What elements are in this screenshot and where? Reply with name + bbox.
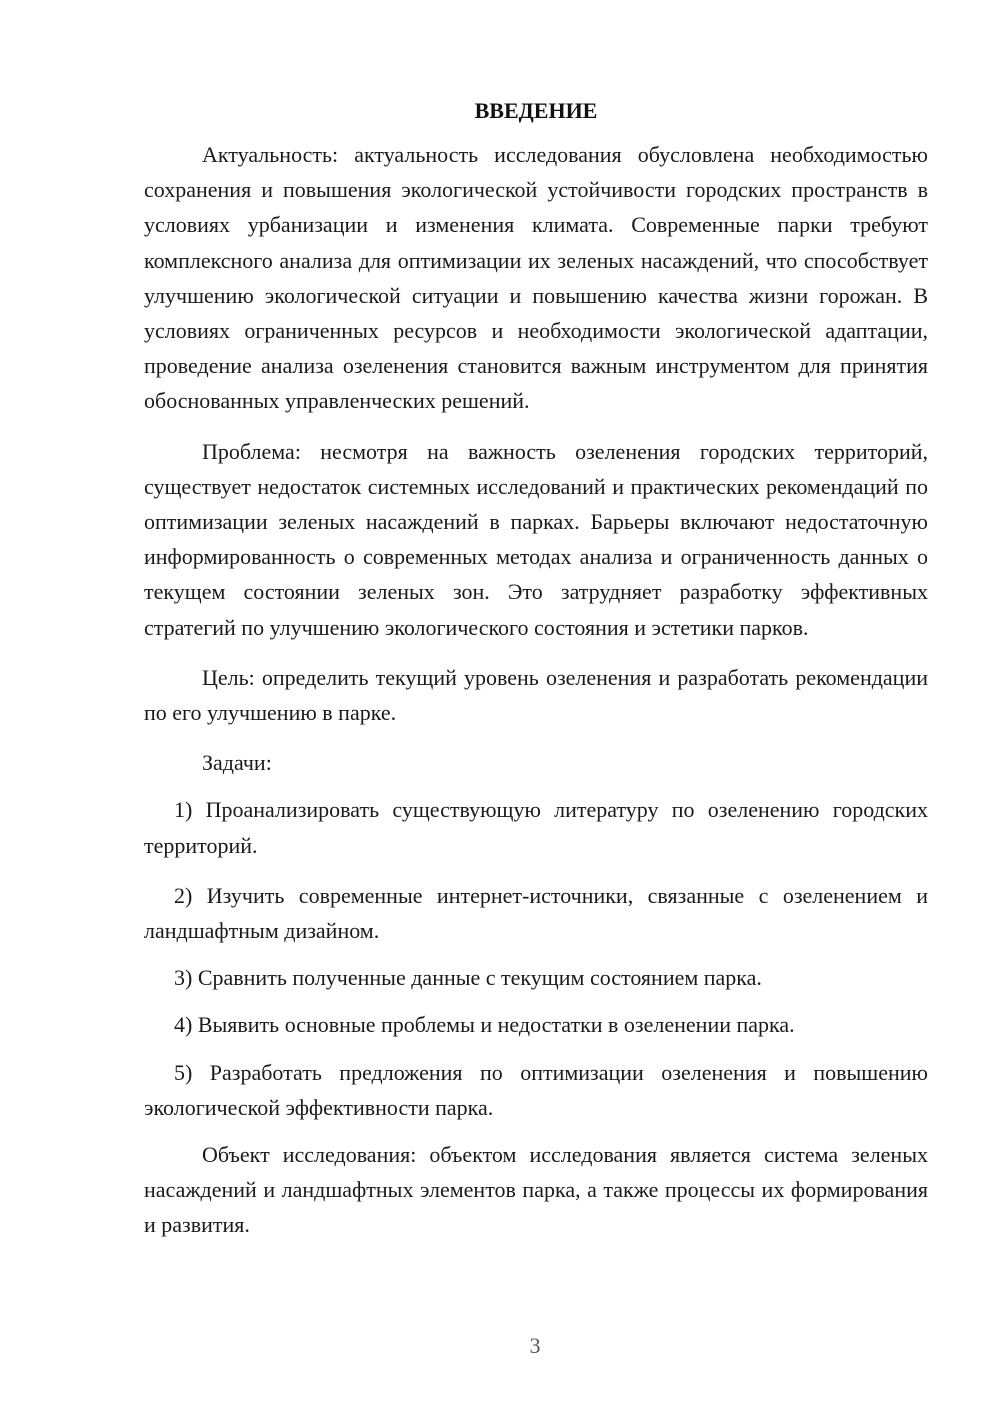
task-item-1: 1) Проанализировать существующую литературу по озеленению городских территорий.	[144, 797, 928, 858]
task-item-5: 5) Разработать предложения по оптимизации озеленения и повышению экологической эффективности парка.	[144, 1059, 928, 1120]
tasks-heading: Задачи:	[202, 750, 272, 776]
object-paragraph: Объект исследования: объектом исследования является система зеленых насаждений и ландшафтных элементов парка, а также процессы их формирования и развития.	[144, 1142, 928, 1238]
page-number: 3	[529, 1333, 541, 1358]
task-item-3: 3) Сравнить полученные данные с текущим состоянием парка.	[174, 965, 762, 991]
relevance-paragraph: Актуальность: актуальность исследования обусловлена необходимостью сохранения и повышения экологической устойчивости городских пространств в условиях урбанизации и изменения климата. Современные парки требуют комплексного анализа для оптимизации их зеленых насаждений, что способствует улучшению экологической ситуации и повышению качества жизни горожан. В условиях ограниченных ресурсов и необходимости экологической адаптации, проведение анализа озеленения становится важным инструментом для принятия обоснованных управленческих решений.	[144, 142, 928, 414]
problem-paragraph: Проблема: несмотря на важность озеленения городских территорий, существует недостаток системных исследований и практических рекомендаций по оптимизации зеленых насаждений в парках. Барьеры включают недостаточную информированность о современных методах анализа и ограниченность данных о текущем состоянии зеленых зон. Это затрудняет разработку эффективных стратегий по улучшению экологического состояния и эстетики парков.	[144, 438, 928, 640]
task-item-4: 4) Выявить основные проблемы и недостатки в озеленении парка.	[174, 1012, 795, 1038]
goal-paragraph: Цель: определить текущий уровень озеленения и разработать рекомендации по его улучшению в парке.	[144, 664, 928, 726]
document-page	[144, 96, 928, 1243]
task-item-2: 2) Изучить современные интернет-источники, связанные с озеленением и ландшафтным дизайном.	[144, 882, 928, 944]
section-title: ВВЕДЕНИЕ	[474, 98, 598, 123]
